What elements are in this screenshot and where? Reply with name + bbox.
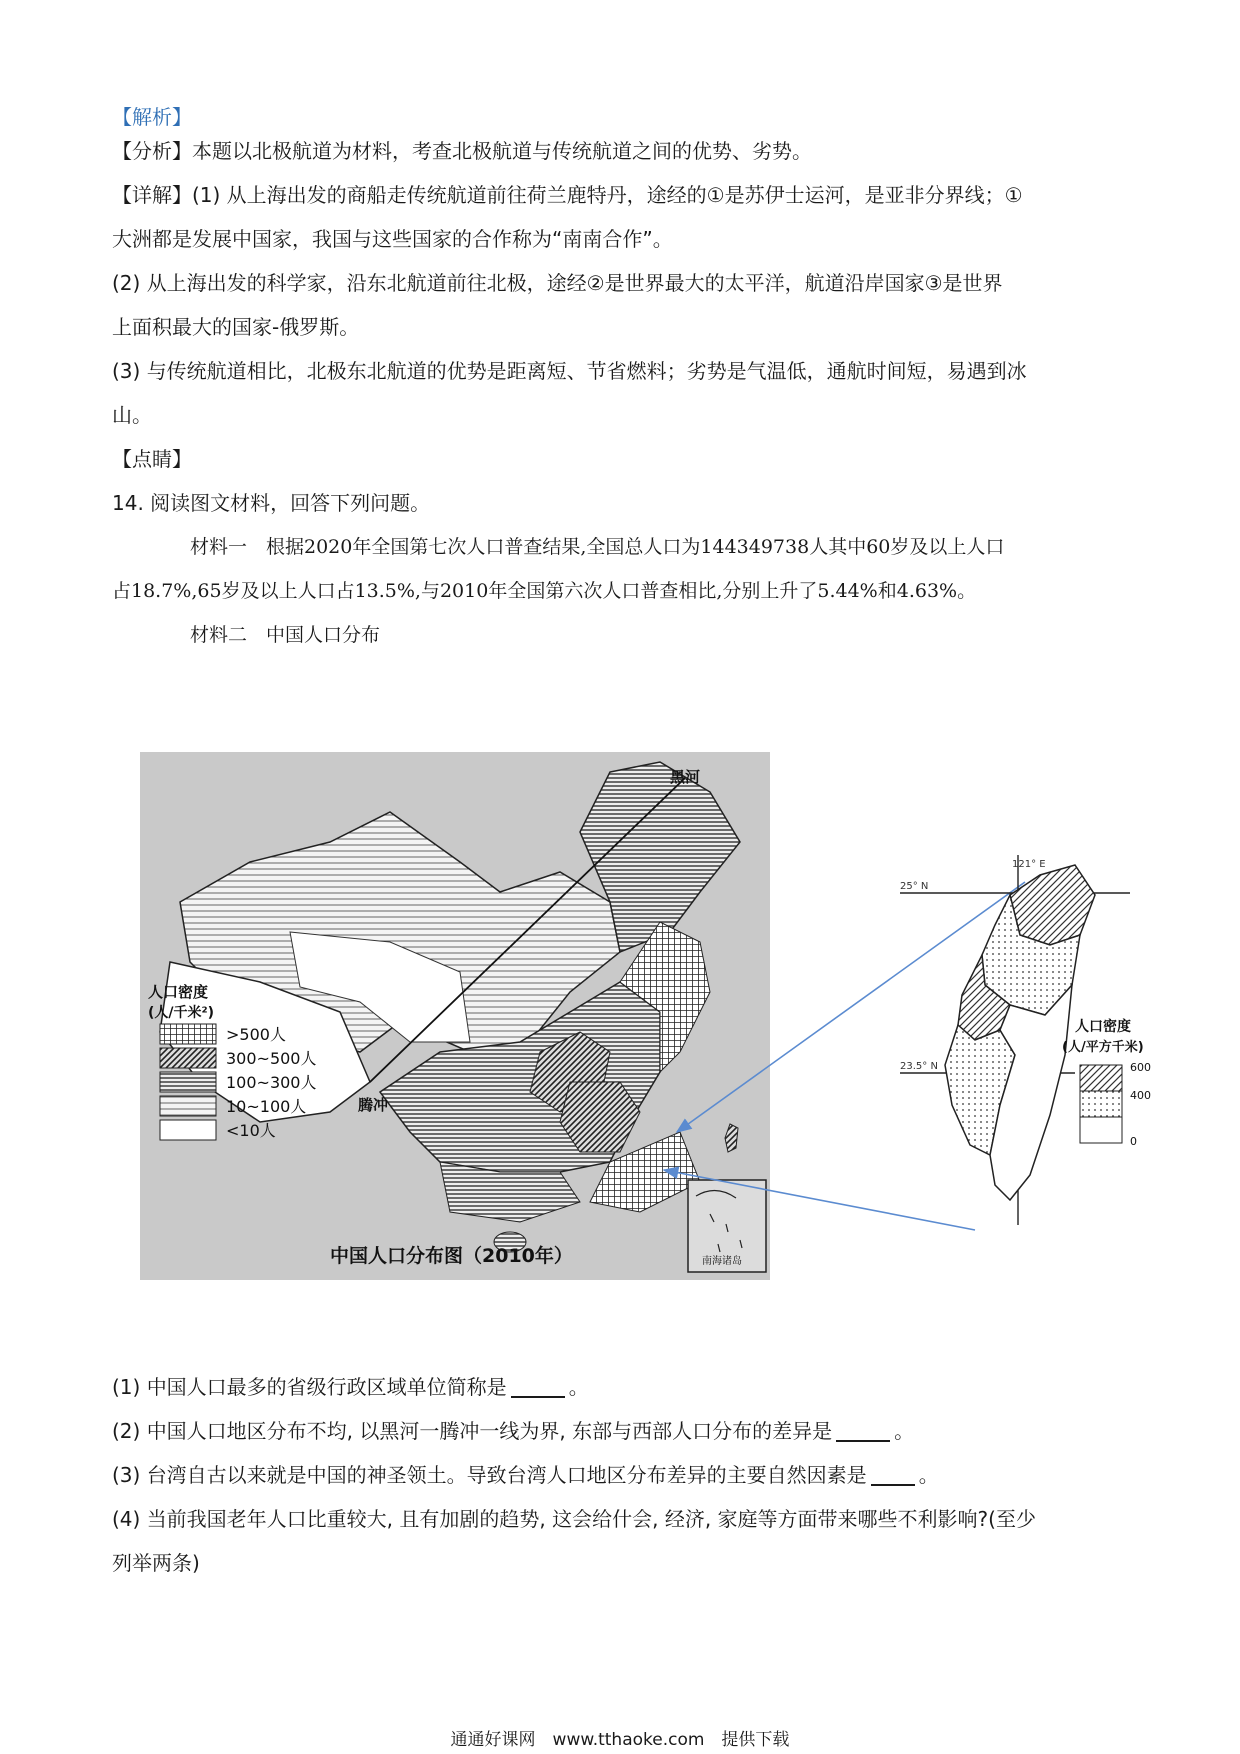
analysis-xiangjie-2a: (2) 从上海出发的科学家，沿东北航道前往北极，途经②是世界最大的太平洋，航道沿岸国家③是世界 (112, 271, 1003, 295)
legend-label: 10~100人 (226, 1097, 307, 1116)
legend-unit: (人/千米²) (148, 1005, 215, 1021)
analysis-fenxi: 【分析】本题以北极航道为材料，考查北极航道与传统航道之间的优势、劣势。 (112, 139, 812, 163)
subquestion-4-line2: 列举两条) (112, 1551, 200, 1575)
subquestion-2-end: 。 (894, 1419, 915, 1443)
analysis-xiangjie-3b: 山。 (112, 403, 152, 427)
answer-blank-3[interactable] (871, 1464, 915, 1486)
taiwan-density-map (900, 855, 1160, 1225)
taiwan-legend-swatch-0 (1080, 1117, 1122, 1143)
subquestion-3 (112, 1460, 939, 1490)
material-one-line1: 材料一 根据2020年全国第七次人口普查结果,全国总人口为144349738人其中60岁及以上人口 (190, 536, 1005, 558)
subquestion-1-text: (1) 中国人口最多的省级行政区域单位简称是 (112, 1375, 507, 1399)
question-title: 14. 阅读图文材料，回答下列问题。 (112, 491, 431, 515)
taiwan-legend-unit: (人/平方千米) (1062, 1040, 1144, 1055)
latitude-label-25: 25° N (900, 881, 929, 892)
legend-title: 人口密度 (148, 983, 209, 1001)
material-one-line2: 占18.7%,65岁及以上人口占13.5%,与2010年全国第六次人口普查相比,分别上升了5.44%和4.63%。 (112, 580, 977, 602)
legend-swatch-300-500 (160, 1048, 216, 1068)
subquestion-2-text: (2) 中国人口地区分布不均, 以黑河一腾冲一线为界, 东部与西部人口分布的差异是 (112, 1419, 833, 1443)
legend-label: 300~500人 (226, 1049, 317, 1068)
taiwan-legend-swatch-400 (1080, 1091, 1122, 1117)
legend-label: <10人 (226, 1121, 276, 1140)
inset-label: 南海诸岛 (702, 1256, 742, 1267)
subquestion-4-line1: (4) 当前我国老年人口比重较大, 且有加剧的趋势, 这会给什会, 经济, 家庭等方面带来哪些不利影响?(至少 (112, 1507, 1036, 1531)
subquestion-3-end: 。 (918, 1463, 939, 1487)
legend-swatch-500plus (160, 1024, 216, 1044)
map-caption: 中国人口分布图（2010年） (330, 1245, 573, 1267)
subquestion-2 (112, 1416, 914, 1446)
analysis-xiangjie-2b: 上面积最大的国家-俄罗斯。 (112, 315, 360, 339)
answer-blank-2[interactable] (836, 1420, 890, 1442)
subquestion-3-text: (3) 台湾自古以来就是中国的神圣领土。导致台湾人口地区分布差异的主要自然因素是 (112, 1463, 867, 1487)
material-two: 材料二 中国人口分布 (190, 624, 381, 646)
taiwan-legend-tick: 400 (1130, 1089, 1151, 1102)
latitude-label-23-5: 23.5° N (900, 1061, 938, 1072)
longitude-label: 121° E (1012, 859, 1046, 870)
taiwan-legend-tick: 0 (1130, 1135, 1137, 1148)
subquestion-1 (112, 1372, 589, 1402)
taiwan-legend-tick: 600 (1130, 1061, 1151, 1074)
legend-label: >500人 (226, 1025, 286, 1044)
taiwan-legend-swatch-600 (1080, 1065, 1122, 1091)
legend-swatch-100-300 (160, 1072, 216, 1092)
analysis-xiangjie-1b: 大洲都是发展中国家，我国与这些国家的合作称为“南南合作”。 (112, 227, 673, 251)
label-heihe: 黑河 (670, 768, 701, 786)
answer-blank-1[interactable] (511, 1376, 565, 1398)
analysis-dianjing: 【点睛】 (112, 447, 192, 471)
legend-swatch-under10 (160, 1120, 216, 1140)
page-footer: 通通好课网 www.tthaoke.com 提供下载 (450, 1730, 790, 1750)
legend-label: 100~300人 (226, 1073, 317, 1092)
taiwan-legend-title: 人口密度 (1075, 1019, 1131, 1035)
label-tengchong: 腾冲 (358, 1096, 389, 1114)
subquestion-1-end: 。 (568, 1375, 589, 1399)
analysis-xiangjie-3a: (3) 与传统航道相比，北极东北航道的优势是距离短、节省燃料；劣势是气温低，通航时间短，易遇到冰 (112, 359, 1027, 383)
analysis-heading: 【解析】 (112, 105, 192, 129)
legend-swatch-10-100 (160, 1096, 216, 1116)
analysis-xiangjie-1a: 【详解】(1) 从上海出发的商船走传统航道前往荷兰鹿特丹，途经的①是苏伊士运河，是亚非分界线；① (112, 183, 1023, 207)
